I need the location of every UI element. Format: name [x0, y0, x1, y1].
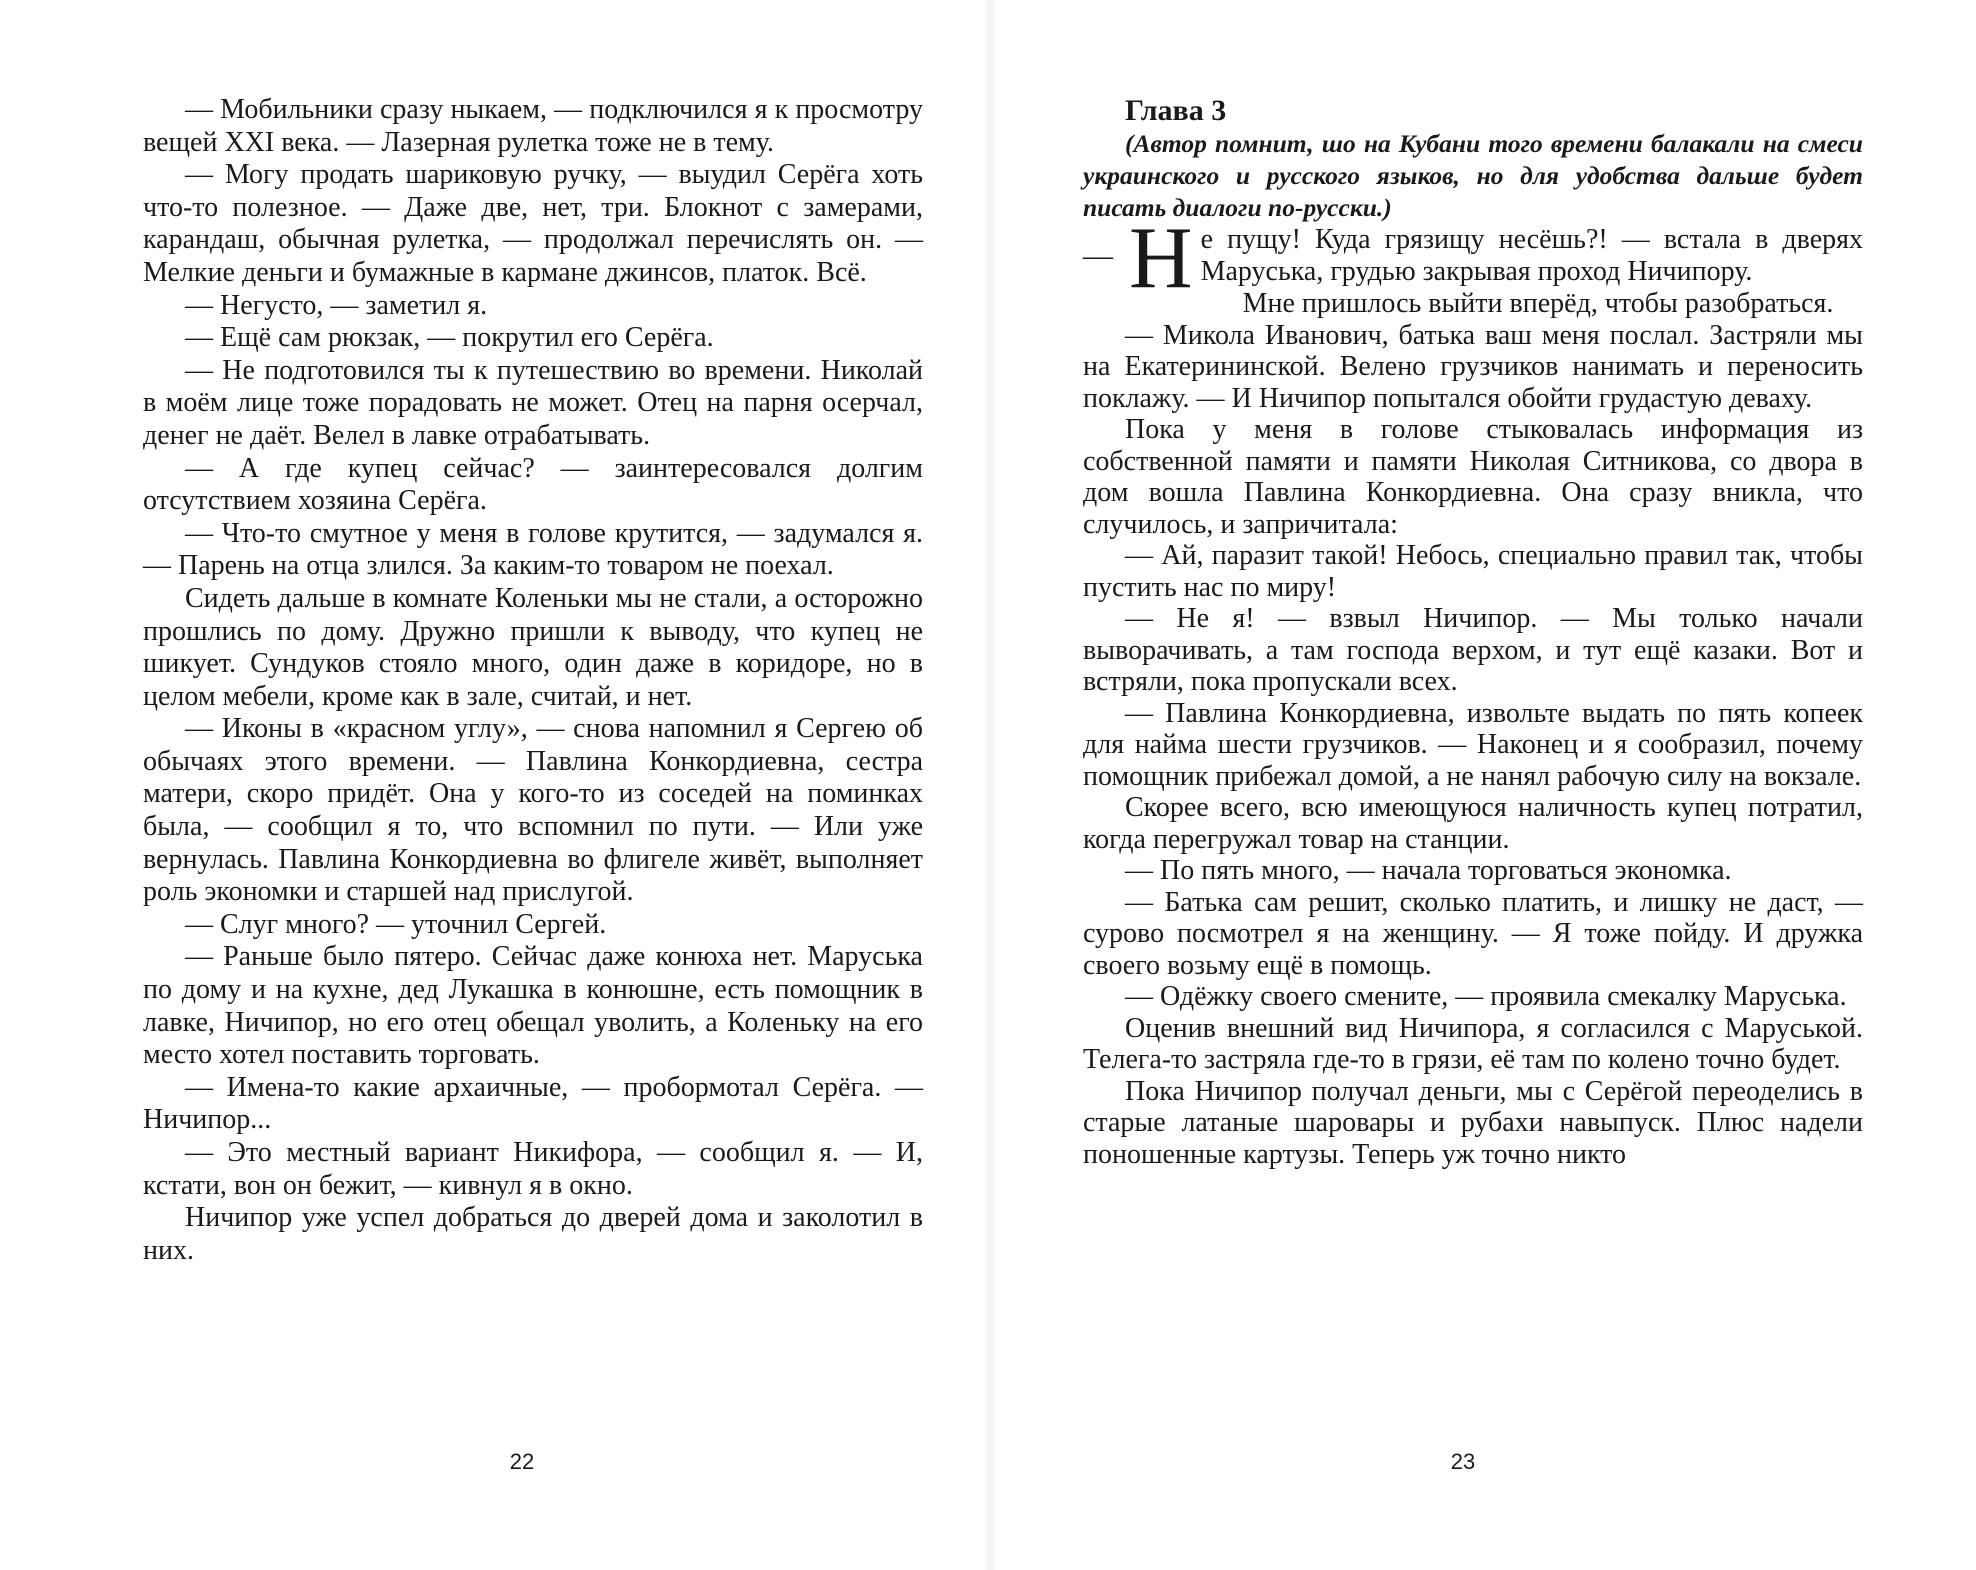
- book-gutter: [983, 0, 997, 1570]
- right-paragraph: Пока у меня в голове стыковалась информация из собственной памяти и памяти Николая Ситникова, со двора в дом вошла Павлина Конкордиевна. Она сразу вникла, что случилось, и запричитала:: [1083, 414, 1863, 540]
- left-paragraph: Сидеть дальше в комнате Коленьки мы не стали, а осторожно прошлись по дому. Дружно пришли к выводу, что купец не шикует. Сундуков стояло много, один даже в коридоре, но в целом мебели, кроме как в зале, считай, и нет.: [143, 582, 923, 712]
- left-paragraph: — Имена-то какие архаичные, — пробормотал Серёга. — Ничипор...: [143, 1071, 923, 1136]
- left-page-body: [143, 94, 923, 1267]
- right-paragraph: Пока Ничипор получал деньги, мы с Серёгой переоделись в старые латаные шаровары и рубахи навыпуск. Плюс надели поношенные картузы. Теперь уж точно никто: [1083, 1075, 1863, 1170]
- left-page-number: 22: [509, 1449, 535, 1474]
- left-paragraph: — Негусто, — заметил я.: [185, 289, 488, 321]
- left-paragraph: — Иконы в «красном углу», — снова напомнил я Сергею об обычаях этого времени. — Павлина Конкордиевна, сестра матери, скоро придёт. Она у кого-то из соседей на поминках была, — сообщил я то, что вспомнил по пути. — Или уже вернулась. Павлина Конкордиевна во флигеле живёт, выполняет роль экономки и старшей над прислугой.: [143, 713, 923, 908]
- right-paragraph: — Павлина Конкордиевна, извольте выдать по пять копеек для найма шести грузчиков. — Наконец и я сообразил, почему помощник прибежал домой, а не нанял рабочую силу на вокзале.: [1083, 697, 1863, 792]
- right-paragraph: — Не я! — взвыл Ничипор. — Мы только начали выворачивать, а там господа верхом, и тут ещё казаки. Вот и встряли, пока пропускали всех.: [1083, 603, 1863, 697]
- right-paragraph: — Батька сам решит, сколько платить, и лишку не даст, — сурово посмотрел я на женщину. — Я тоже пойду. И дружка своего возьму ещё в помощь.: [1083, 886, 1863, 981]
- first-paragraph-text: е пущу! Куда грязищу несёшь?! — встала в дверях Маруська, грудью закрывая проход Ничипору.: [1200, 224, 1863, 287]
- left-paragraph: — Могу продать шариковую ручку, — выудил Серёга хоть что-то полезное. — Даже две, нет, три. Блокнот с замерами, карандаш, обычная рулетка, — продолжал перечислять он. — Мелкие деньги и бумажные в кармане джинсов, платок. Всё.: [143, 159, 923, 288]
- right-paragraph: Мне пришлось выйти вперёд, чтобы разобраться.: [1242, 288, 1834, 319]
- right-paragraph: — Микола Иванович, батька ваш меня послал. Застряли мы на Екатерининской. Велено грузчиков нанимать и переносить поклажу. — И Ничипор попытался обойти грудастую деваху.: [1083, 319, 1863, 414]
- right-page: [1083, 94, 1863, 1170]
- right-paragraph: — Одёжку своего смените, — проявила смекалку Маруська.: [1125, 981, 1847, 1012]
- dropcap-letter: Н: [1129, 210, 1193, 307]
- left-paragraph: — А где купец сейчас? — заинтересовался долгим отсутствием хозяина Серёга.: [143, 452, 923, 517]
- left-paragraph: — Это местный вариант Никифора, — сообщил я. — И, кстати, вон он бежит, — кивнул я в окно.: [143, 1137, 923, 1201]
- left-paragraph: — Мобильники сразу ныкаем, — подключился я к просмотру вещей XXI века. — Лазерная рулетка тоже не в тему.: [143, 94, 923, 158]
- left-paragraph: — Раньше было пятеро. Сейчас даже конюха нет. Маруська по дому и на кухне, дед Лукашка в конюшне, есть помощник в лавке, Ничипор, но его отец обещал уволить, а Коленьку на его место хотел поставить торговать.: [143, 941, 923, 1071]
- right-page-body: [1083, 94, 1863, 1170]
- chapter-epigraph: (Автор помнит, шо на Кубани того времени балакали на смеси украинского и русского языков, но для удобства дальше будет писать диалоги по-русски.): [1083, 129, 1863, 222]
- left-paragraph: Ничипор уже успел добраться до дверей дома и заколотил в них.: [143, 1202, 923, 1266]
- right-page-number: 23: [1450, 1449, 1476, 1474]
- right-paragraph: — По пять много, — начала торговаться экономка.: [1125, 855, 1732, 886]
- left-paragraph: — Слуг много? — уточнил Сергей.: [185, 908, 607, 940]
- left-paragraph: — Не подготовился ты к путешествию во времени. Николай в моём лице тоже порадовать не может. Отец на парня осерчал, денег не даёт. Велел в лавке отрабатывать.: [143, 354, 923, 451]
- right-paragraph: — Ай, паразит такой! Небось, специально правил так, чтобы пустить нас по миру!: [1083, 540, 1863, 603]
- left-paragraph: — Что-то смутное у меня в голове крутится, — задумался я. — Парень на отца злился. За каким-то товаром не поехал.: [143, 517, 923, 582]
- dropcap-dash: —: [1083, 239, 1113, 272]
- right-paragraph: Скорее всего, всю имеющуюся наличность купец потратил, когда перегружал товар на станции.: [1083, 792, 1863, 855]
- left-paragraph: — Ещё сам рюкзак, — покрутил его Серёга.: [185, 322, 714, 354]
- chapter-title: Глава 3: [1125, 94, 1227, 127]
- left-page: [143, 94, 923, 1267]
- right-paragraph: Оценив внешний вид Ничипора, я согласился с Маруськой. Телега-то застряла где-то в грязи, её там по колено точно будет.: [1083, 1012, 1863, 1075]
